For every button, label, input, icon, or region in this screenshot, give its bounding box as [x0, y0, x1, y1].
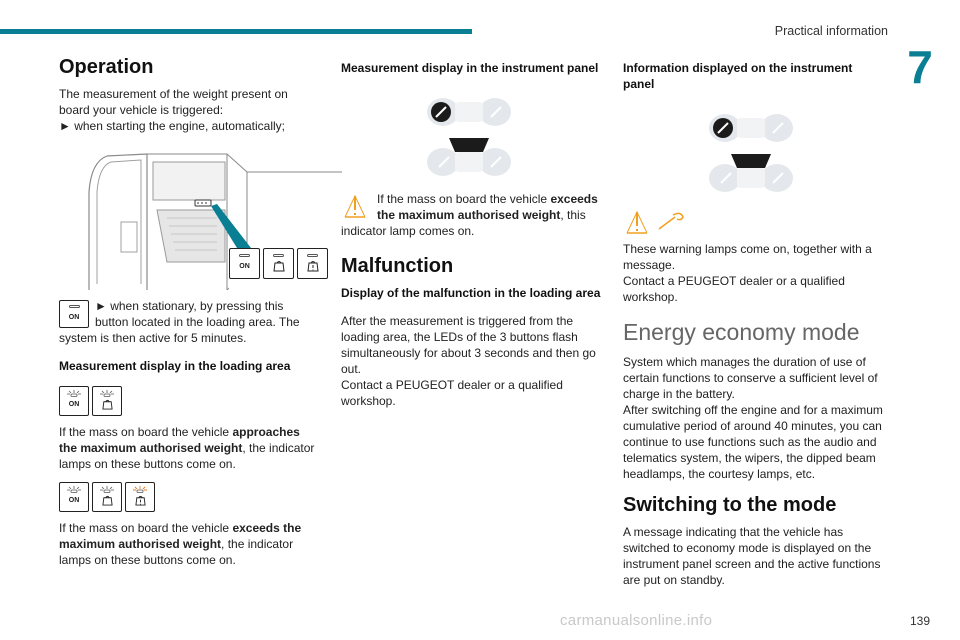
warning-lamps-text: These warning lamps come on, together with a message. [623, 242, 872, 272]
rays-icon [66, 390, 82, 397]
weight-approach-button[interactable] [263, 248, 294, 279]
on-lit-icon [59, 482, 89, 512]
column-operation [59, 56, 319, 568]
exceed-indicator-lamp [307, 254, 318, 257]
operation-intro: The measurement of the weight present on board your vehicle is triggered: [59, 87, 288, 117]
page-number: 139 [909, 614, 930, 628]
heading-switching-mode: Switching to the mode [623, 494, 837, 516]
heading-information-displayed: Information displayed on the instrument panel [623, 61, 853, 91]
instrument-panel-gauge-icon [703, 106, 803, 196]
on-indicator-lamp [239, 254, 250, 257]
instrument-panel-gauge-icon [421, 90, 521, 180]
exceed-buttons-icons [59, 482, 319, 512]
warn-text-1: If the mass on board the vehicle [377, 192, 551, 206]
on-lit-label: ON [68, 401, 80, 408]
warning-triangle-icon [341, 193, 369, 219]
column-instrument-display [341, 60, 603, 409]
exceed-warning-note [341, 191, 603, 239]
rays-icon [66, 486, 82, 493]
switching-mode-text: A message indicating that the vehicle has switched to economy mode is displayed on the instrument panel screen and the active functions are put on standby. [623, 525, 881, 587]
operation-bullet-stationary: ► when stationary, by pressing this button located in the loading area. The system is then active for 5 minutes. [59, 299, 300, 345]
exceed-text-2: , the indicator lamps on these buttons come on. [59, 537, 294, 567]
on-lit-label: ON [68, 497, 80, 504]
on-button[interactable] [229, 248, 260, 279]
on-button-small-label: ON [68, 314, 80, 321]
heading-malfunction-display: Display of the malfunction in the loading area [341, 286, 601, 300]
heading-loading-area-display: Measurement display in the loading area [59, 359, 291, 373]
stationary-instruction [59, 298, 319, 346]
loading-area-button-panel [229, 248, 328, 279]
column-information [623, 60, 885, 588]
warning-icons-row [623, 209, 885, 235]
exceed-warning-text [341, 191, 603, 239]
heading-malfunction: Malfunction [341, 255, 454, 277]
information-contact: Contact a PEUGEOT dealer or a qualified workshop. [623, 274, 845, 304]
weight-icon [102, 399, 113, 410]
energy-text-1: System which manages the duration of use of certain functions to conserve a sufficient level of charge in the battery. [623, 355, 878, 401]
approach-text-2: , the indicator lamps on these buttons come on. [59, 441, 315, 471]
malfunction-text: After the measurement is triggered from the loading area, the LEDs of the 3 buttons flash simultaneously for about 3 seconds and then go out. [341, 314, 596, 376]
operation-bullet-engine: ► when starting the engine, automatically; [59, 119, 286, 133]
weight-icon [102, 495, 113, 506]
weight-warning-icon [135, 495, 146, 506]
on-indicator-lamp-small [69, 305, 80, 308]
approach-text-bold: approaches the maximum authorised weight [59, 425, 300, 455]
heading-instrument-display: Measurement display in the instrument panel [341, 61, 599, 75]
on-lit-icon [59, 386, 89, 416]
exceed-text-bold: exceeds the maximum authorised weight [59, 521, 302, 551]
malfunction-contact: Contact a PEUGEOT dealer or a qualified workshop. [341, 378, 563, 408]
weight-lit-icon [92, 482, 122, 512]
approach-buttons-icons [59, 386, 319, 416]
exceed-text-1: If the mass on board the vehicle [59, 521, 233, 535]
watermark: carmanualsonline.info [560, 612, 713, 629]
rays-icon [99, 390, 115, 397]
approach-indicator-lamp [273, 254, 284, 257]
chapter-number: 7 [907, 41, 933, 93]
on-button-label: ON [239, 263, 250, 270]
weight-lit-icon [92, 386, 122, 416]
energy-text-2: After switching off the engine and for a maximum cumulative period of around 40 minutes, you can continue to use functions such as the audio and telematics system, the wipers, the dipped beam headlamps, the courtesy lamps, etc. [623, 403, 883, 481]
loading-area-illustration [87, 152, 342, 290]
approach-paragraph [59, 424, 319, 472]
on-button-small-icon [59, 300, 89, 328]
rays-icon [99, 486, 115, 493]
section-title: Practical information [774, 24, 888, 38]
header-accent-bar [0, 29, 472, 34]
heading-operation: Operation [59, 56, 154, 78]
weight-icon [273, 260, 285, 272]
weight-exceed-lit-icon [125, 482, 155, 512]
warning-and-service-icons [623, 209, 693, 235]
approach-text-1: If the mass on board the vehicle [59, 425, 233, 439]
heading-energy-economy: Energy economy mode [623, 319, 860, 345]
weight-warning-icon [307, 260, 319, 272]
warn-text-2: , this indicator lamp comes on. [341, 208, 586, 238]
weight-exceed-button[interactable] [297, 248, 328, 279]
warn-text-bold: exceeds the maximum authorised weight [377, 192, 598, 222]
rays-orange-icon [132, 486, 148, 493]
exceed-paragraph [59, 520, 319, 568]
